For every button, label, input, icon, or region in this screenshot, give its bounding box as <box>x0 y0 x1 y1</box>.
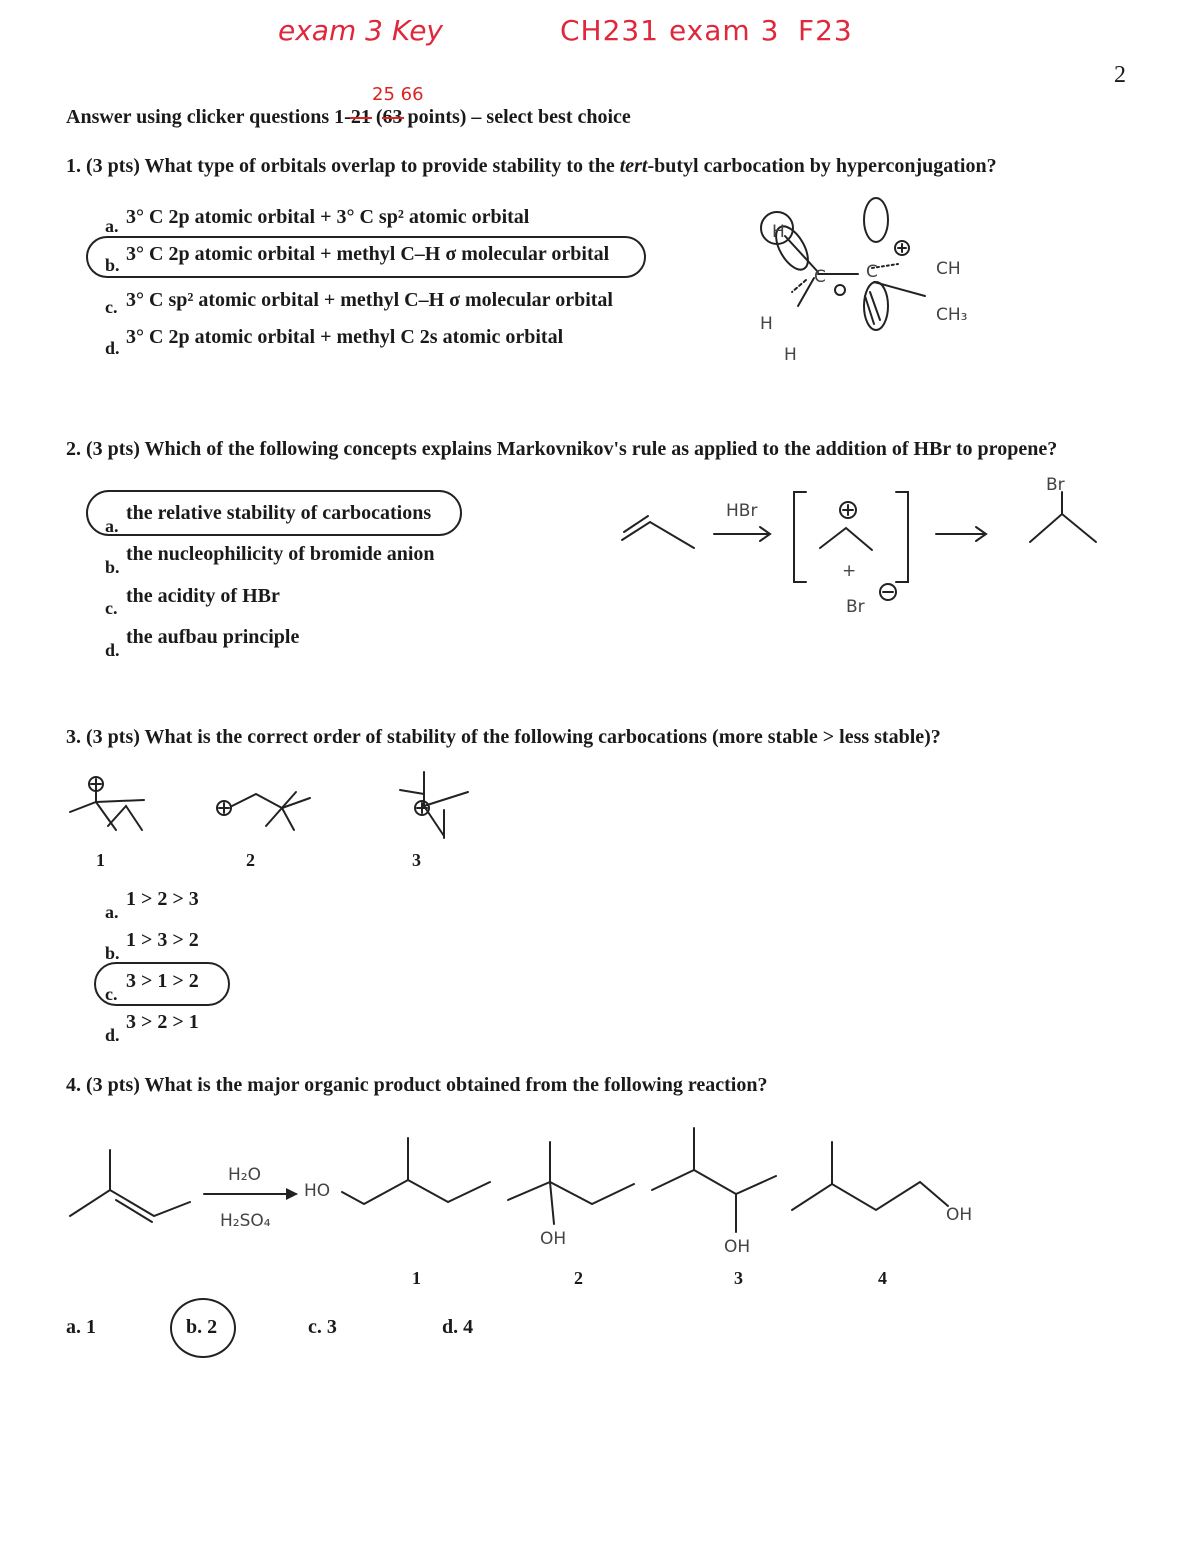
product-3 <box>652 1128 776 1257</box>
carbocation-2 <box>217 792 310 830</box>
hydration-reaction <box>60 1120 1060 1260</box>
sketch-product-br: Br <box>1046 475 1065 495</box>
product-2 <box>508 1142 634 1249</box>
sketch-h-bottom: H <box>784 345 797 365</box>
q2-option-d[interactable]: the aufbau principle <box>126 626 300 648</box>
carbocation-1 <box>70 777 144 830</box>
q3-option-d[interactable]: 3 > 2 > 1 <box>126 1011 199 1033</box>
reagent-acid: H₂SO₄ <box>220 1211 271 1231</box>
q2-option-a-letter[interactable]: a. <box>105 516 119 536</box>
q2-option-b-letter[interactable]: b. <box>105 557 120 577</box>
product-4 <box>792 1142 972 1225</box>
q1-option-b-letter[interactable]: b. <box>105 255 120 275</box>
carbocation-3 <box>400 772 468 838</box>
structure-label-3: 3 <box>412 850 421 870</box>
hyperconjugation-sketch <box>740 196 1000 372</box>
reactant-alkene <box>70 1150 190 1222</box>
product-2-oh: OH <box>540 1229 567 1249</box>
question-1: 1. (3 pts) What type of orbitals overlap to provide stability to the tert-butyl carbocation by hyperconjugation? <box>66 155 997 177</box>
reagent-water: H₂O <box>228 1165 261 1185</box>
structure-label-2: 2 <box>246 850 255 870</box>
answer-key-note: exam 3 Key <box>278 14 444 47</box>
q2-option-d-letter[interactable]: d. <box>105 640 120 660</box>
q1-option-a[interactable]: 3° C 2p atomic orbital + 3° C sp² atomic orbital <box>126 206 530 228</box>
term-label: F23 <box>798 14 853 47</box>
q2-option-b[interactable]: the nucleophilicity of bromide anion <box>126 543 435 565</box>
q3-option-b[interactable]: 1 > 3 > 2 <box>126 929 199 951</box>
q1-option-d[interactable]: 3° C 2p atomic orbital + methyl C 2s atomic orbital <box>126 326 564 348</box>
sketch-bromide: Br <box>846 597 865 617</box>
page-number: 2 <box>1114 62 1126 88</box>
q3-option-a[interactable]: 1 > 2 > 3 <box>126 888 199 910</box>
q3-option-c-letter[interactable]: c. <box>105 984 118 1004</box>
q3-option-b-letter[interactable]: b. <box>105 943 120 963</box>
q2-option-a[interactable]: the relative stability of carbocations <box>126 502 432 524</box>
product-1-ho: HO <box>304 1181 331 1201</box>
svg-text:C: C <box>866 262 878 282</box>
svg-text:C: C <box>814 267 826 287</box>
instructions: Answer using clicker questions 1-21 (63 points) – select best choice <box>66 106 631 128</box>
markovnikov-sketch <box>610 470 1110 630</box>
sketch-h-circled: H <box>772 222 785 242</box>
sketch-h-left: H <box>760 314 773 334</box>
product-1 <box>304 1138 490 1204</box>
product-label-4: 4 <box>878 1268 887 1288</box>
q2-option-c-letter[interactable]: c. <box>105 598 118 618</box>
sketch-ch: CH <box>936 259 961 279</box>
q4-option-d[interactable]: d. 4 <box>442 1316 474 1338</box>
q3-option-a-letter[interactable]: a. <box>105 902 119 922</box>
product-4-oh: OH <box>946 1205 973 1225</box>
question-4: 4. (3 pts) What is the major organic product obtained from the following reaction? <box>66 1074 768 1096</box>
q1-option-d-letter[interactable]: d. <box>105 338 120 358</box>
sketch-ch3: CH₃ <box>936 305 968 325</box>
q3-option-c[interactable]: 3 > 1 > 2 <box>126 970 199 992</box>
q3-option-d-letter[interactable]: d. <box>105 1025 120 1045</box>
sketch-reagent-hbr: HBr <box>726 501 758 521</box>
points-struck: 63 <box>382 106 403 128</box>
q4-option-a[interactable]: a. 1 <box>66 1316 96 1338</box>
range-end-struck: 21 <box>350 106 371 128</box>
q1-option-b[interactable]: 3° C 2p atomic orbital + methyl C–H σ molecular orbital <box>126 243 610 265</box>
q2-option-c[interactable]: the acidity of HBr <box>126 585 280 607</box>
product-label-1: 1 <box>412 1268 421 1288</box>
product-label-3: 3 <box>734 1268 743 1288</box>
q4-option-b[interactable]: b. 2 <box>186 1316 218 1338</box>
q1-option-c[interactable]: 3° C sp² atomic orbital + methyl C–H σ molecular orbital <box>126 289 613 311</box>
instructions-edit: 25 66 <box>372 84 424 105</box>
p-orbital-top-lobe <box>864 198 888 242</box>
q4-option-c[interactable]: c. 3 <box>308 1316 337 1338</box>
product-label-2: 2 <box>574 1268 583 1288</box>
product-3-oh: OH <box>724 1237 751 1257</box>
question-2: 2. (3 pts) Which of the following concepts explains Markovnikov's rule as applied to the addition of HBr to propene? <box>66 438 1058 460</box>
q1-option-a-letter[interactable]: a. <box>105 216 119 236</box>
structure-label-1: 1 <box>96 850 105 870</box>
sketch-plus: + <box>842 561 857 581</box>
q1-option-c-letter[interactable]: c. <box>105 297 118 317</box>
question-3: 3. (3 pts) What is the correct order of stability of the following carbocations (more stable > less stable)? <box>66 726 941 748</box>
course-title: CH231 exam 3 <box>560 14 780 47</box>
carbocation-structures <box>56 766 496 876</box>
